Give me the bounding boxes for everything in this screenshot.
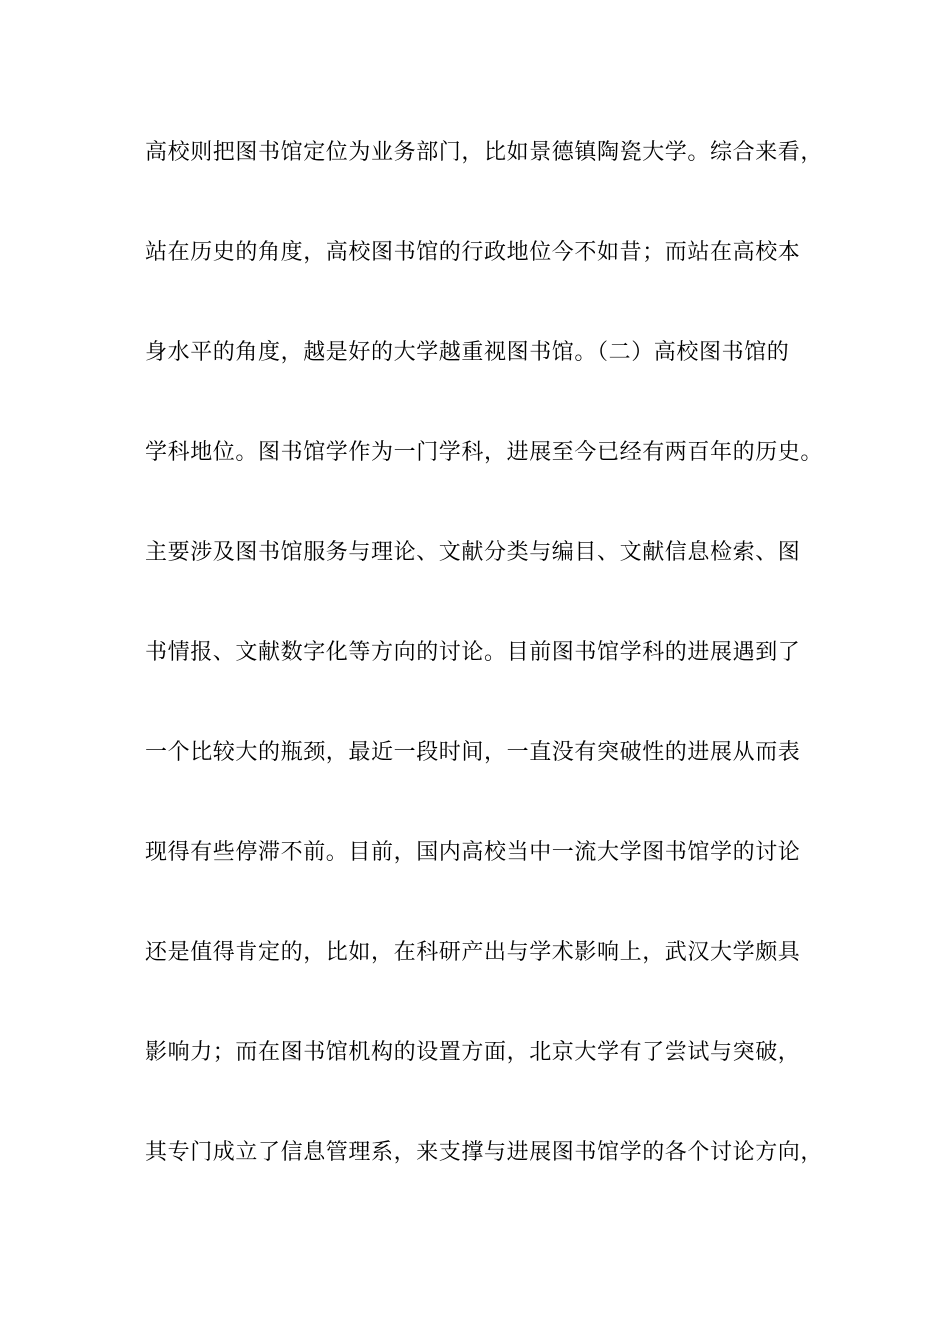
text-line: 影响力；而在图书馆机构的设置方面，北京大学有了尝试与突破， — [145, 1040, 801, 1065]
text-line: 站在历史的角度，高校图书馆的行政地位今不如昔；而站在高校本 — [145, 240, 801, 265]
text-line: 还是值得肯定的，比如，在科研产出与学术影响上，武汉大学颇具 — [145, 940, 801, 965]
body-text — [145, 133, 835, 1233]
text-line: 书情报、文献数字化等方向的讨论。目前图书馆学科的进展遇到了 — [145, 640, 801, 665]
text-line: 一个比较大的瓶颈，最近一段时间，一直没有突破性的进展从而表 — [145, 740, 801, 765]
text-line: 学科地位。图书馆学作为一门学科，进展至今已经有两百年的历史。 — [145, 440, 824, 465]
text-line: 现得有些停滞不前。目前，国内高校当中一流大学图书馆学的讨论 — [145, 840, 801, 865]
text-line: 身水平的角度，越是好的大学越重视图书馆。（二）高校图书馆的 — [145, 340, 790, 365]
text-line: 高校则把图书馆定位为业务部门，比如景德镇陶瓷大学。综合来看， — [145, 140, 824, 165]
text-line: 主要涉及图书馆服务与理论、文献分类与编目、文献信息检索、图 — [145, 540, 801, 565]
text-line: 其专门成立了信息管理系，来支撑与进展图书馆学的各个讨论方向， — [145, 1140, 824, 1165]
